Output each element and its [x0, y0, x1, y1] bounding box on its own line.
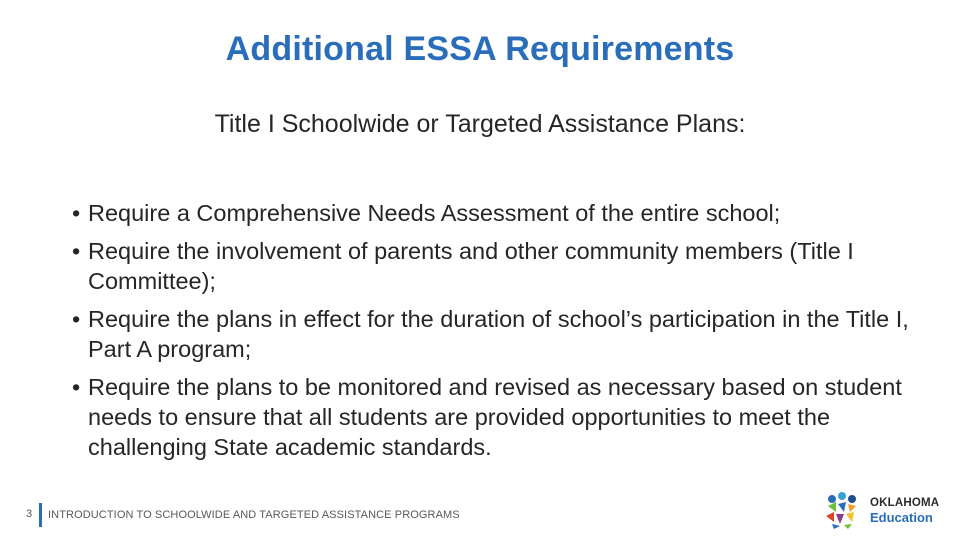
bullet-dot-icon: • — [72, 306, 81, 332]
logo-text-oklahoma: OKLAHOMA — [870, 497, 940, 509]
bullet-text: Require a Comprehensive Needs Assessment of the entire school; — [88, 200, 781, 226]
slide-subtitle: Title I Schoolwide or Targeted Assistance Plans: — [214, 110, 746, 138]
bullet-dot-icon: • — [72, 200, 81, 226]
footer-program-text: INTRODUCTION TO SCHOOLWIDE AND TARGETED ASSISTANCE PROGRAMS — [48, 509, 460, 521]
slide-title: Additional ESSA Requirements — [225, 30, 735, 68]
bullet-list — [60, 198, 940, 470]
bullet-text: Require the plans to be monitored and revised as necessary based on student needs to ensure that all students are provided opportunities to meet the challenging State academic standards. — [88, 374, 902, 460]
bullet-dot-icon: • — [72, 238, 81, 264]
logo-mark-icon — [822, 490, 866, 530]
bullet-item — [60, 236, 940, 296]
bullet-item — [60, 372, 940, 462]
bullet-text: Require the plans in effect for the duration of school’s participation in the Title I, Part A program; — [88, 306, 909, 362]
bullet-dot-icon: • — [72, 374, 81, 400]
page-number: 3 — [26, 508, 33, 520]
bullet-text: Require the involvement of parents and other community members (Title I Committee); — [88, 238, 854, 294]
bullet-item — [60, 304, 940, 364]
bullet-item — [60, 198, 940, 228]
logo-text-education: Education — [870, 510, 933, 525]
footer-divider — [39, 503, 42, 527]
oklahoma-education-logo — [822, 490, 952, 530]
